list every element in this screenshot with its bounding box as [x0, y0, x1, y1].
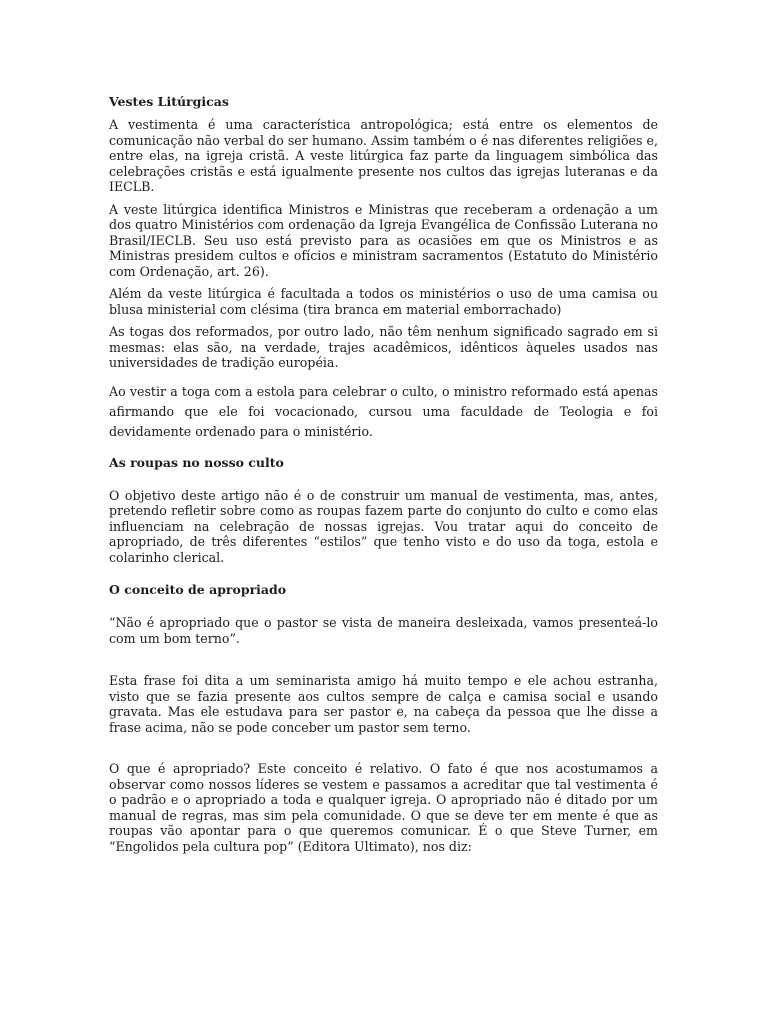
section-heading-roupas-no-culto: As roupas no nosso culto — [109, 454, 284, 470]
section-heading-vestes-liturgicas: Vestes Litúrgicas — [109, 94, 229, 109]
section-heading-conceito-apropriado: O conceito de apropriado — [109, 582, 287, 597]
paragraph: O que é apropriado? Este conceito é relativo. O fato é que nos acostumamos a observar como nossos líderes se vestem e passamos a acreditar que tal vestimenta é o padrão e o apropriado a toda e qualquer igreja. O apropriado não é ditado por um manual de regras, mas sim pela comunidade. O que se deve ter em mente é que as roupas vão apontar para o que queremos comunicar. É o que Steve Turner, em “Engolidos pela cultura pop” (Editora Ultimato), nos diz: — [109, 761, 658, 854]
paragraph: As togas dos reformados, por outro lado, não têm nenhum significado sagrado em si mesmas: elas são, na verdade, trajes acadêmicos, idênticos àqueles usados nas universidades de tradição européia. — [109, 324, 658, 370]
paragraph: A veste litúrgica identifica Ministros e Ministras que receberam a ordenação a um dos quatro Ministérios com ordenação da Igreja Evangélica de Confissão Luterana no Brasil/IECLB. Seu uso está previsto para as ocasiões em que os Ministros e as Ministras presidem cultos e ofícios e ministram sacramentos (Estatuto do Ministério com Ordenação, art. 26). — [109, 201, 658, 279]
paragraph: A vestimenta é uma característica antropológica; está entre os elementos de comunicação não verbal do ser humano. Assim também o é nas diferentes religiões e, entre elas, na igreja cristã. A veste litúrgica faz parte da linguagem simbólica das celebrações cristãs e está igualmente presente nos cultos das igrejas luteranas e da IECLB. — [109, 117, 658, 194]
paragraph: Além da veste litúrgica é facultada a todos os ministérios o uso de uma camisa ou blusa ministerial com clésima (tira branca em material emborrachado) — [109, 286, 658, 317]
paragraph: O objetivo deste artigo não é o de construir um manual de vestimenta, mas, antes, pretendo refletir sobre como as roupas fazem parte do conjunto do culto e como elas influenciam na celebração de nossas igrejas. Vou tratar aqui do conceito de apropriado, de três diferentes “estilos” que tenho visto e do uso da toga, estola e colarinho clerical. — [109, 487, 658, 565]
quote-paragraph: “Não é apropriado que o pastor se vista de maneira desleixada, vamos presenteá-lo com um bom terno”. — [109, 615, 658, 646]
paragraph: Esta frase foi dita a um seminarista amigo há muito tempo e ele achou estranha, visto que se fazia presente aos cultos sempre de calça e camisa social e usando gravata. Mas ele estudava para ser pastor e, na cabeça da pessoa que lhe disse a frase acima, não se pode conceber um pastor sem terno. — [109, 673, 658, 735]
paragraph: Ao vestir a toga com a estola para celebrar o culto, o ministro reformado está apenas afirmando que ele foi vocacionado, cursou uma faculdade de Teologia e foi devidamente ordenado para o ministério. — [109, 383, 658, 439]
